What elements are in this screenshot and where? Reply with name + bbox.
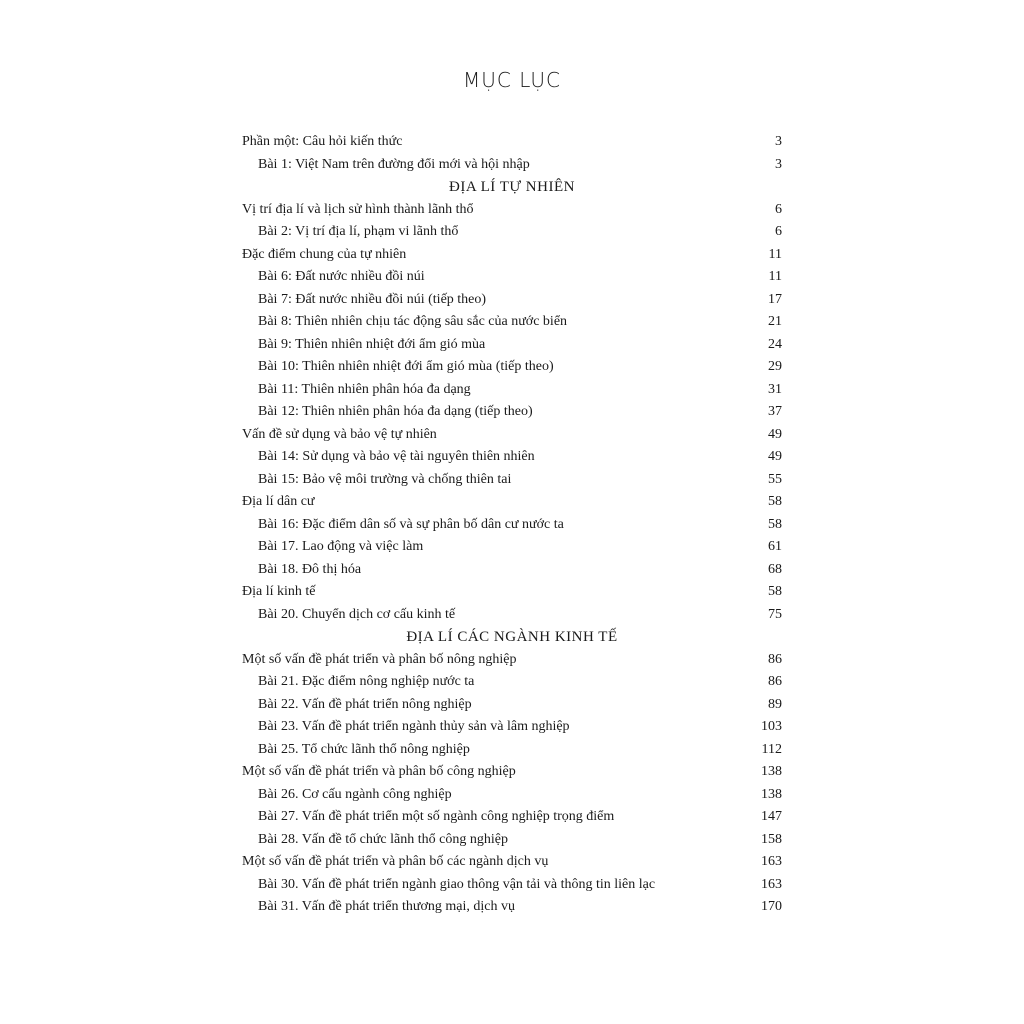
toc-entry-page-number: 147 — [761, 809, 782, 824]
dot-leader — [487, 333, 766, 345]
toc-entry-page-number: 3 — [775, 134, 782, 149]
toc-lesson-entry[interactable] — [242, 356, 782, 379]
section-heading: ĐỊA LÍ TỰ NHIÊN — [449, 179, 575, 195]
toc-entry-label: Bài 28. Vấn đề tổ chức lãnh thổ công nghiệp — [258, 831, 508, 847]
toc-lesson-entry[interactable] — [242, 514, 782, 537]
toc-entry-label: Địa lí dân cư — [242, 494, 315, 509]
toc-entry-label: Bài 8: Thiên nhiên chịu tác động sâu sắc của nước biển — [258, 314, 568, 329]
toc-entry-label: Bài 22. Vấn đề phát triển nông nghiệp — [258, 696, 472, 712]
toc-entry-label: Bài 2: Vị trí địa lí, phạm vi lãnh thổ — [258, 224, 459, 239]
toc-lesson-entry[interactable] — [242, 469, 782, 492]
toc-entry-page-number: 138 — [761, 786, 782, 802]
toc-entry-label: Phần một: Câu hỏi kiến thức — [242, 134, 403, 149]
dot-leader — [404, 130, 773, 142]
toc-entry-page-number: 61 — [768, 539, 782, 554]
toc-entry-label: Bài 20. Chuyển dịch cơ cấu kinh tế — [258, 606, 456, 622]
toc-entry-page-number: 6 — [775, 201, 782, 217]
toc-entry-page-number: 11 — [768, 246, 782, 262]
toc-entry-label: Bài 15: Bảo vệ môi trường và chống thiên tai — [258, 471, 512, 487]
dot-leader — [472, 738, 760, 750]
toc-entry-label: Bài 17. Lao động và việc làm — [258, 539, 424, 554]
toc-entry-label: Bài 6: Đất nước nhiều đồi núi — [258, 269, 425, 284]
dot-leader — [476, 670, 766, 682]
toc-entry-page-number: 58 — [768, 584, 782, 599]
toc-entry-page-number: 49 — [768, 449, 782, 464]
dot-leader — [318, 580, 767, 592]
toc-entry-page-number: 24 — [768, 336, 782, 352]
dot-leader — [510, 828, 759, 840]
toc-lesson-entry[interactable] — [242, 446, 782, 469]
dot-leader — [476, 198, 773, 210]
toc-lesson-entry[interactable] — [242, 154, 782, 177]
toc-entry-label: Bài 7: Đất nước nhiều đồi núi (tiếp theo) — [258, 291, 487, 307]
toc-entry-page-number: 3 — [775, 156, 782, 172]
toc-entry-label: Vấn đề sử dụng và bảo vệ tự nhiên — [242, 426, 437, 442]
toc-entry-label: Bài 1: Việt Nam trên đường đổi mới và hội nhập — [258, 156, 530, 172]
toc-lesson-entry[interactable] — [242, 289, 782, 312]
toc-entry-page-number: 75 — [768, 606, 782, 622]
toc-entry-label: Đặc điểm chung của tự nhiên — [242, 246, 407, 262]
toc-chapter-entry[interactable] — [242, 761, 782, 784]
toc-entry-page-number: 11 — [768, 269, 782, 284]
dot-leader — [488, 288, 766, 300]
toc-chapter-entry[interactable] — [242, 491, 782, 514]
toc-entry-page-number: 89 — [768, 696, 782, 712]
toc-lesson-entry[interactable] — [242, 694, 782, 717]
section-heading: ĐỊA LÍ CÁC NGÀNH KINH TẾ — [406, 629, 618, 645]
toc-entry-page-number: 158 — [761, 831, 782, 847]
dot-leader — [518, 760, 759, 772]
toc-lesson-entry[interactable] — [242, 829, 782, 852]
toc-chapter-entry[interactable] — [242, 581, 782, 604]
dot-leader — [556, 355, 766, 367]
toc-chapter-entry[interactable] — [242, 244, 782, 267]
toc-entry-label: Một số vấn đề phát triển và phân bố nông nghiệp — [242, 651, 517, 667]
dot-leader — [408, 243, 766, 255]
dot-leader — [473, 378, 766, 390]
toc-entry-label: Bài 23. Vấn đề phát triển ngành thủy sản và lâm nghiệp — [258, 719, 570, 734]
toc-lesson-entry[interactable] — [242, 806, 782, 829]
toc-entry-page-number: 31 — [768, 381, 782, 397]
toc-lesson-entry[interactable] — [242, 739, 782, 762]
dot-leader — [363, 558, 766, 570]
dot-leader — [460, 220, 773, 232]
toc-lesson-entry[interactable] — [242, 671, 782, 694]
dot-leader — [439, 423, 766, 435]
toc-lesson-entry[interactable] — [242, 559, 782, 582]
toc-lesson-entry[interactable] — [242, 221, 782, 244]
toc-entry-page-number: 6 — [775, 224, 782, 239]
dot-leader — [569, 310, 766, 322]
toc-entry-label: Bài 14: Sử dụng và bảo vệ tài nguyên thiên nhiên — [258, 449, 535, 464]
toc-entry-label: Bài 27. Vấn đề phát triển một số ngành công nghiệp trọng điểm — [258, 809, 615, 824]
toc-entry-page-number: 37 — [768, 404, 782, 419]
toc-lesson-entry[interactable] — [242, 536, 782, 559]
table-of-contents — [242, 131, 782, 919]
dot-leader — [513, 468, 766, 480]
dot-leader — [457, 603, 766, 615]
dot-leader — [537, 445, 766, 457]
toc-entry-label: Bài 30. Vấn đề phát triển ngành giao thông vận tải và thông tin liên lạc — [258, 876, 656, 892]
toc-entry-label: Bài 21. Đặc điểm nông nghiệp nước ta — [258, 674, 475, 689]
toc-chapter-entry[interactable] — [242, 649, 782, 672]
dot-leader — [427, 265, 767, 277]
toc-entry-page-number: 138 — [761, 764, 782, 779]
dot-leader — [535, 400, 766, 412]
toc-entry-page-number: 163 — [761, 876, 782, 892]
toc-entry-page-number: 55 — [768, 471, 782, 487]
toc-entry-label: Bài 26. Cơ cấu ngành công nghiệp — [258, 786, 452, 802]
toc-entry-page-number: 58 — [768, 516, 782, 532]
toc-chapter-entry[interactable] — [242, 851, 782, 874]
toc-entry-page-number: 163 — [761, 854, 782, 869]
toc-entry-page-number: 170 — [761, 899, 782, 914]
toc-entry-label: Một số vấn đề phát triển và phân bố công nghiệp — [242, 764, 516, 779]
toc-entry-label: Địa lí kinh tế — [242, 584, 316, 599]
toc-entry-page-number: 86 — [768, 651, 782, 667]
toc-lesson-entry[interactable] — [242, 266, 782, 289]
toc-entry-label: Bài 9: Thiên nhiên nhiệt đới ẩm gió mùa — [258, 336, 486, 352]
toc-entry-page-number: 29 — [768, 359, 782, 374]
dot-leader — [616, 805, 759, 817]
dot-leader — [517, 895, 759, 907]
toc-entry-label: Bài 31. Vấn đề phát triển thương mại, dịch vụ — [258, 899, 515, 914]
toc-entry-page-number: 58 — [768, 494, 782, 509]
toc-lesson-entry[interactable] — [242, 874, 782, 897]
toc-entry-label: Vị trí địa lí và lịch sử hình thành lãnh thổ — [242, 201, 474, 217]
toc-entry-label: Bài 18. Đô thị hóa — [258, 561, 362, 577]
toc-entry-page-number: 86 — [768, 674, 782, 689]
page-title: MỤC LỤC — [463, 68, 561, 92]
toc-lesson-entry[interactable] — [242, 401, 782, 424]
dot-leader — [454, 783, 759, 795]
toc-lesson-entry[interactable] — [242, 311, 782, 334]
toc-entry-label: Bài 12: Thiên nhiên phân hóa đa dạng (tiếp theo) — [258, 404, 533, 419]
toc-entry-label: Một số vấn đề phát triển và phân bố các ngành dịch vụ — [242, 854, 549, 869]
toc-entry-page-number: 49 — [768, 426, 782, 442]
toc-entry-label: Bài 10: Thiên nhiên nhiệt đới ẩm gió mùa (tiếp theo) — [258, 359, 554, 374]
dot-leader — [532, 153, 773, 165]
toc-lesson-entry[interactable] — [242, 334, 782, 357]
toc-lesson-entry[interactable] — [242, 379, 782, 402]
toc-entry-page-number: 112 — [761, 741, 782, 757]
dot-leader — [657, 873, 759, 885]
toc-entry-page-number: 103 — [761, 719, 782, 734]
toc-lesson-entry[interactable] — [242, 604, 782, 627]
dot-leader — [425, 535, 766, 547]
toc-entry-page-number: 17 — [768, 291, 782, 307]
dot-leader — [474, 693, 766, 705]
toc-lesson-entry[interactable] — [242, 716, 782, 739]
toc-entry-label: Bài 11: Thiên nhiên phân hóa đa dạng — [258, 381, 471, 397]
dot-leader — [566, 513, 766, 525]
toc-entry-label: Bài 25. Tổ chức lãnh thổ nông nghiệp — [258, 741, 470, 757]
toc-lesson-entry[interactable] — [242, 896, 782, 919]
toc-entry-page-number: 68 — [768, 561, 782, 577]
dot-leader — [519, 648, 766, 660]
toc-entry-label: Bài 16: Đặc điểm dân số và sự phân bố dân cư nước ta — [258, 516, 564, 532]
dot-leader — [317, 490, 766, 502]
toc-lesson-entry[interactable] — [242, 784, 782, 807]
toc-chapter-entry[interactable] — [242, 131, 782, 154]
dot-leader — [572, 715, 759, 727]
dot-leader — [550, 850, 759, 862]
toc-chapter-entry[interactable] — [242, 424, 782, 447]
toc-entry-page-number: 21 — [768, 314, 782, 329]
toc-chapter-entry[interactable] — [242, 199, 782, 222]
